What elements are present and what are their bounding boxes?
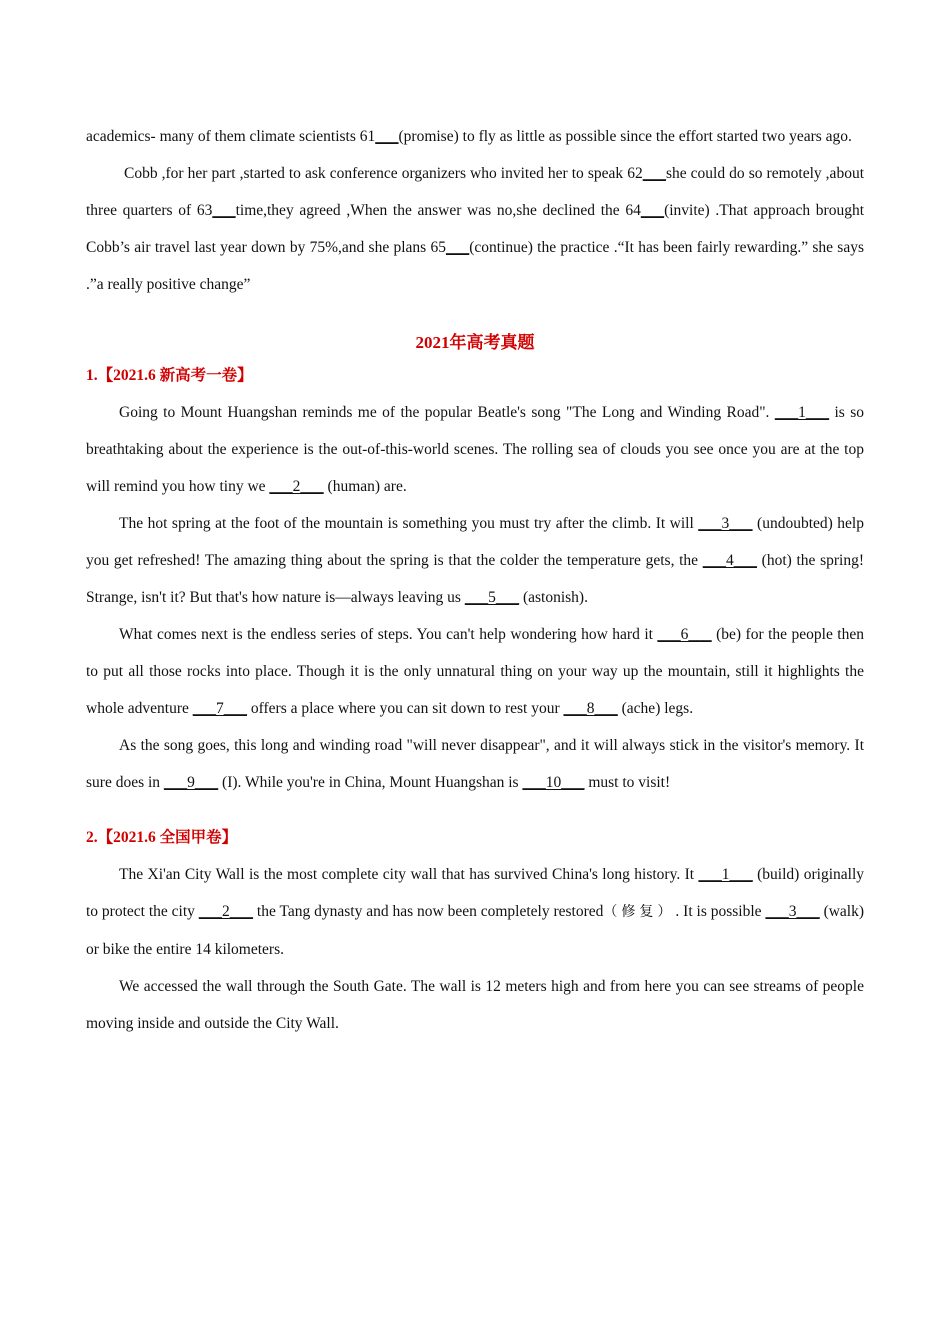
text-run: time,they agreed ,When the answer was no,she declined the 64 bbox=[235, 202, 641, 219]
blank-4: ___4___ bbox=[702, 552, 757, 569]
text-run: Cobb ,for her part ,started to ask conference organizers who invited her to speak 62 bbox=[124, 165, 643, 182]
text-run: What comes next is the endless series of steps. You can't help wondering how hard it bbox=[119, 626, 658, 643]
blank-10: ___10___ bbox=[522, 774, 585, 791]
section-1-heading: 1.【2021.6 新高考一卷】 bbox=[86, 367, 253, 384]
text-run: is so breathtaking about the experience is the out-of-this-world scenes. The rolling sea of clouds you see once you are at the top will remind you how tiny we bbox=[86, 404, 864, 495]
text-run: (I). While you're in China, Mount Huangshan is bbox=[218, 774, 523, 791]
text-run: (promise) to fly as little as possible since the effort started two years ago. bbox=[398, 128, 852, 145]
s2-paragraph-1 bbox=[86, 856, 864, 968]
document-page bbox=[86, 118, 864, 1042]
blank-62: ___ bbox=[642, 165, 666, 182]
blank-8: ___8___ bbox=[563, 700, 618, 717]
text-run: she could do so remotely ,about three quarters of 63 bbox=[86, 165, 864, 219]
text-run: The hot spring at the foot of the mountain is something you must try after the climb. It will bbox=[119, 515, 699, 532]
spacer bbox=[86, 801, 864, 825]
text-run: (ache) legs. bbox=[617, 700, 694, 717]
text-run: must to visit! bbox=[584, 774, 671, 791]
text-run: (human) are. bbox=[323, 478, 407, 495]
blank-6: ___6___ bbox=[657, 626, 712, 643]
text-run: As the song goes, this long and winding road "will never disappear", and it will always stick in the visitor's memory. It sure does in bbox=[86, 737, 864, 791]
blank-1: ___1___ bbox=[698, 866, 753, 883]
s1-paragraph-3 bbox=[86, 616, 864, 727]
text-run: (hot) the spring! Strange, isn't it? But that's how nature is—always leaving us bbox=[86, 552, 865, 606]
blank-5: ___5___ bbox=[464, 589, 520, 606]
text-run: Going to Mount Huangshan reminds me of the popular Beatle's song "The Long and Winding Road". bbox=[119, 404, 775, 421]
chinese-gloss: （修复） bbox=[603, 904, 676, 920]
blank-9: ___9___ bbox=[163, 774, 219, 791]
text-run: the Tang dynasty and has now been completely restored bbox=[253, 903, 604, 920]
s1-paragraph-4 bbox=[86, 727, 864, 801]
section-2-heading: 2.【2021.6 全国甲卷】 bbox=[86, 829, 238, 846]
section-title: 2021年高考真题 bbox=[415, 333, 535, 352]
text-run: academics- many of them climate scientists 61 bbox=[86, 128, 376, 145]
intro-paragraph-2 bbox=[86, 155, 864, 303]
blank-2: ___2___ bbox=[269, 478, 324, 495]
text-run: (walk) or bike the entire 14 kilometers. bbox=[86, 903, 865, 958]
s2-paragraph-2: We accessed the wall through the South Gate. The wall is 12 meters high and from here you can see streams of people moving inside and outside the City Wall. bbox=[86, 978, 864, 1032]
intro-paragraph-1 bbox=[86, 118, 864, 155]
blank-7: ___7___ bbox=[192, 700, 247, 717]
blank-65: ___ bbox=[445, 239, 470, 256]
blank-64: ___ bbox=[640, 202, 665, 219]
text-run: (invite) .That approach brought Cobb’s air travel last year down by 75%,and she plans 65 bbox=[86, 202, 865, 256]
blank-3: ___3___ bbox=[698, 515, 753, 532]
text-run: offers a place where you can sit down to rest your bbox=[247, 700, 564, 717]
text-run: (continue) the practice .“It has been fairly rewarding.” she says .”a really positive change” bbox=[86, 239, 864, 293]
s1-paragraph-2 bbox=[86, 505, 864, 616]
text-run: (be) for the people then to put all those rocks into place. Though it is the only unnatural thing on your way up the mountain, still it highlights the whole adventure bbox=[86, 626, 864, 717]
text-run: (build) originally to protect the city bbox=[86, 866, 865, 920]
blank-1: ___1___ bbox=[774, 404, 830, 421]
text-run: (undoubted) help you get refreshed! The amazing thing about the spring is that the colder the temperature gets, the bbox=[86, 515, 864, 569]
blank-61: ___ bbox=[375, 128, 399, 145]
s1-paragraph-1 bbox=[86, 394, 864, 505]
blank-3: ___3___ bbox=[765, 903, 820, 920]
blank-63: ___ bbox=[212, 202, 236, 219]
text-run: The Xi'an City Wall is the most complete city wall that has survived China's long history. It bbox=[119, 866, 699, 883]
text-run: . It is possible bbox=[675, 903, 766, 920]
blank-2: ___2___ bbox=[198, 903, 254, 920]
text-run: (astonish). bbox=[519, 589, 588, 606]
